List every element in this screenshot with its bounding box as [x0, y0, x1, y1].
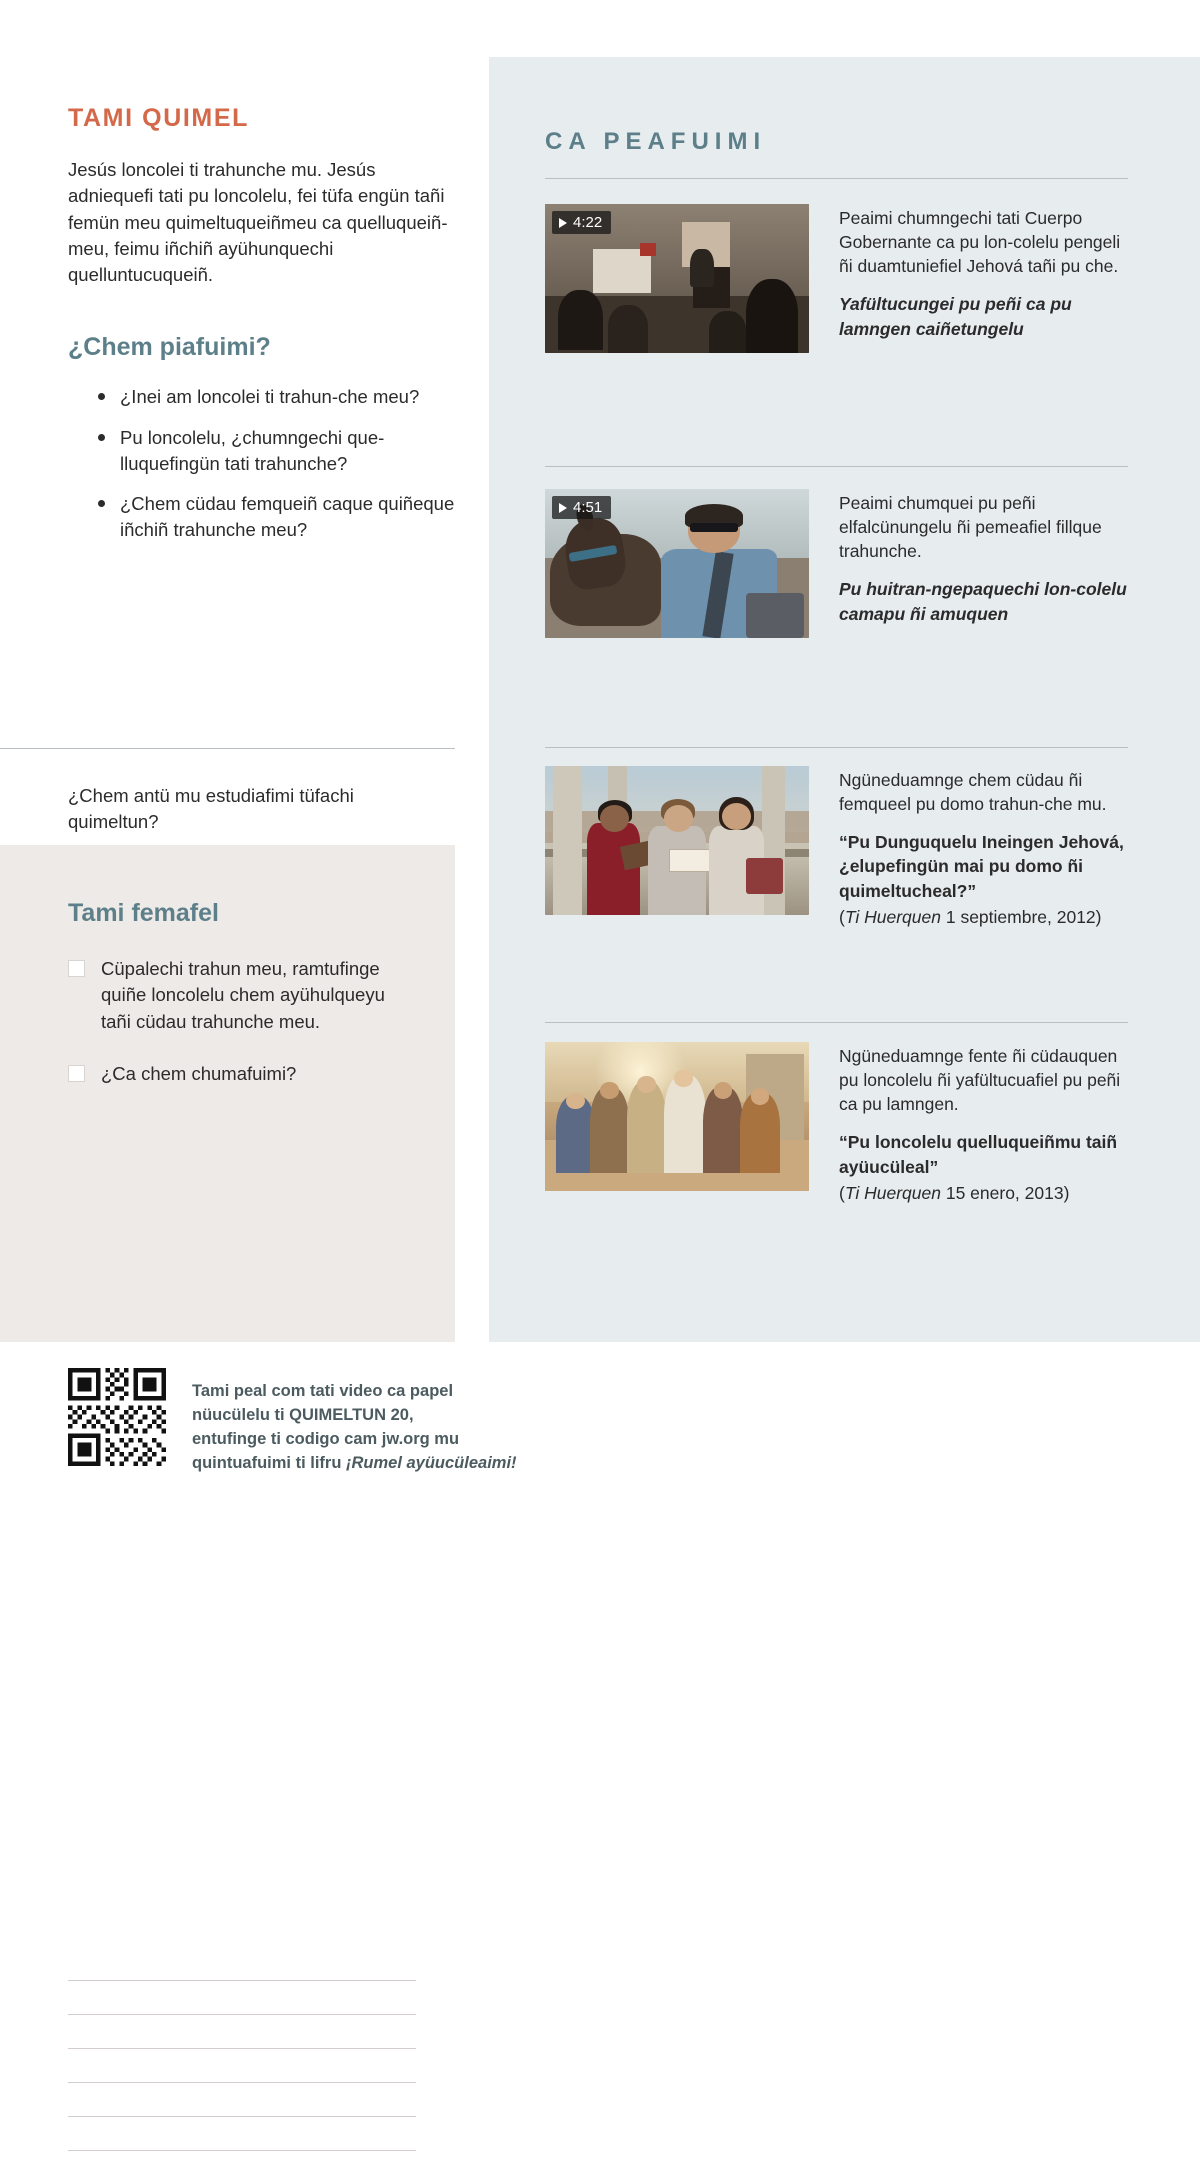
- checkbox-icon[interactable]: [68, 1065, 85, 1082]
- footer-line-2: nüucülelu ti QUIMELTUN 20,: [192, 1405, 414, 1424]
- media-item-description: Peaimi chumquei pu peñi elfalcünungelu ñi pemeafiel fillque trahunche.: [839, 493, 1102, 562]
- writing-line: [68, 2082, 416, 2083]
- questions-list: [68, 384, 455, 543]
- todo-item-label: Cüpalechi trahun meu, ramtufinge quiñe loncolelu chem ayühulqueyu tañi cüdau trahunche meu.: [101, 958, 385, 1032]
- footer-line-1: Tami peal com tati video ca papel: [192, 1382, 454, 1400]
- page-title: TAMI QUIMEL: [68, 104, 250, 132]
- video-duration-label: 4:51: [573, 499, 603, 516]
- media-item: [545, 1042, 1128, 1205]
- writing-line: [68, 1980, 416, 1981]
- media-item-title: Pu huitran-ngepaquechi lon-colelu camapu ñi amuquen: [839, 579, 1127, 624]
- todo-item-label: ¿Ca chem chumafuimi?: [101, 1062, 297, 1084]
- todo-item[interactable]: [68, 1061, 455, 1087]
- writing-line: [68, 2150, 416, 2151]
- video-duration-label: 4:22: [573, 214, 603, 231]
- right-column-title: CA PEAFUIMI: [545, 127, 767, 155]
- item-divider: [545, 466, 1128, 467]
- horizontal-divider: [0, 748, 455, 749]
- photo-three-women-with-bibles: [545, 766, 809, 915]
- media-item-source: (Ti Huerquen 1 septiembre, 2012): [839, 906, 1102, 927]
- todo-list: [68, 956, 455, 1087]
- item-divider: [545, 1022, 1128, 1023]
- writing-lines: [68, 1980, 416, 2184]
- media-item-title: “Pu Dunguquelu Ineingen Jehová, ¿elupefingün mai pu domo ñi quimeltucheal?”: [839, 832, 1124, 901]
- media-item: [545, 489, 1128, 638]
- play-icon: [559, 218, 567, 228]
- list-item: Pu loncolelu, ¿chumngechi que-lluquefingün tati trahunche?: [98, 425, 455, 478]
- play-icon: [559, 503, 567, 513]
- qr-code-icon[interactable]: [68, 1368, 166, 1466]
- media-item: [545, 766, 1128, 929]
- video-duration-badge: [552, 496, 611, 519]
- footer: [68, 1368, 517, 1476]
- intro-paragraph: Jesús loncolei ti trahunche mu. Jesús adniequefi tati pu loncolelu, fei tüfa engün tañi femün meu quimeltuqueiñmeu ca quelluqueiñ-meu, feimu iñchiñ ayühunquechi quelluntucuqueiñ.: [68, 159, 448, 286]
- list-item: ¿Inei am loncolei ti trahun-che meu?: [98, 384, 455, 410]
- media-item-description: Ngüneduamnge fente ñi cüdauquen pu loncolelu ñi yafültucuafiel pu peñi ca pu lamngen.: [839, 1046, 1121, 1115]
- media-item-text: [839, 1042, 1128, 1205]
- footer-line-3: entufinge ti codigo cam jw.org mu: [192, 1429, 460, 1448]
- todo-heading: Tami femafel: [68, 899, 219, 927]
- item-divider: [545, 178, 1128, 179]
- video-thumbnail-man-with-mule[interactable]: [545, 489, 809, 638]
- media-item-text: [839, 489, 1128, 638]
- media-item-text: [839, 204, 1128, 353]
- video-thumbnail-meeting-talk[interactable]: [545, 204, 809, 353]
- writing-line: [68, 2116, 416, 2117]
- writing-line: [68, 2048, 416, 2049]
- artwork-apostles-on-ship: [545, 1042, 809, 1191]
- media-item-title: “Pu loncolelu quelluqueiñmu taiñ ayüucüleal”: [839, 1132, 1118, 1177]
- list-item: ¿Chem cüdau femqueiñ caque quiñeque iñchiñ trahunche meu?: [98, 491, 455, 544]
- todo-item[interactable]: [68, 956, 455, 1035]
- writing-line: [68, 2014, 416, 2015]
- media-item-source: (Ti Huerquen 15 enero, 2013): [839, 1182, 1070, 1203]
- video-duration-badge: [552, 211, 611, 234]
- media-item-text: [839, 766, 1128, 929]
- footer-text: [192, 1368, 517, 1476]
- questions-heading: ¿Chem piafuimi?: [68, 333, 271, 362]
- media-item-description: Peaimi chumngechi tati Cuerpo Gobernante ca pu lon-colelu pengeli ñi duamtuniefiel Jehová tañi pu che.: [839, 208, 1121, 277]
- todo-box: [0, 845, 455, 1342]
- media-item: [545, 204, 1128, 353]
- footer-line-4: quintuafuimi ti lifru ¡Rumel ayüucüleaimi!: [192, 1453, 517, 1472]
- item-divider: [545, 747, 1128, 748]
- study-date-question: ¿Chem antü mu estudiafimi tüfachi quimeltun?: [68, 784, 354, 832]
- media-item-description: Ngüneduamnge chem cüdau ñi femqueel pu domo trahun-che mu.: [839, 770, 1107, 815]
- checkbox-icon[interactable]: [68, 960, 85, 977]
- media-item-title: Yafültucungei pu peñi ca pu lamngen caiñetungelu: [839, 294, 1072, 339]
